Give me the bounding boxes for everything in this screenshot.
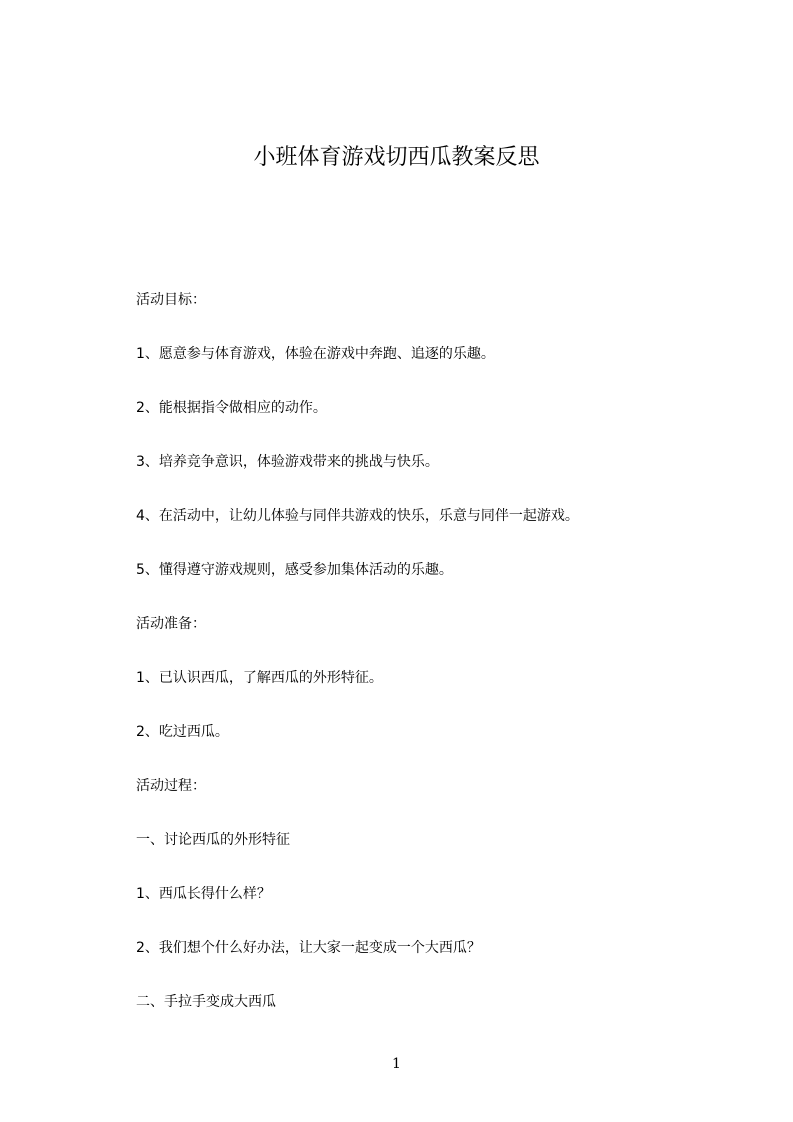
goal-item-1: 1、愿意参与体育游戏，体验在游戏中奔跑、追逐的乐趣。 — [136, 346, 495, 362]
process-step-1-item-1: 1、西瓜长得什么样？ — [136, 886, 271, 902]
process-step-1-item-2: 2、我们想个什么好办法，让大家一起变成一个大西瓜？ — [136, 940, 481, 956]
process-step-1-heading: 一、讨论西瓜的外形特征 — [136, 832, 290, 848]
section-heading-preparation: 活动准备： — [136, 616, 206, 632]
section-heading-goals: 活动目标： — [136, 292, 206, 308]
process-step-2-heading: 二、手拉手变成大西瓜 — [136, 994, 276, 1010]
goal-item-2: 2、能根据指令做相应的动作。 — [136, 400, 327, 416]
goal-item-4: 4、在活动中，让幼儿体验与同伴共游戏的快乐，乐意与同伴一起游戏。 — [136, 508, 579, 524]
goal-item-3: 3、培养竞争意识，体验游戏带来的挑战与快乐。 — [136, 454, 439, 470]
preparation-item-1: 1、已认识西瓜，了解西瓜的外形特征。 — [136, 670, 383, 686]
document-title: 小班体育游戏切西瓜教案反思 — [253, 145, 540, 170]
section-heading-process: 活动过程： — [136, 778, 206, 794]
preparation-item-2: 2、吃过西瓜。 — [136, 724, 229, 740]
page-number: 1 — [392, 1056, 401, 1072]
document-body — [136, 288, 696, 1044]
goal-item-5: 5、懂得遵守游戏规则，感受参加集体活动的乐趣。 — [136, 562, 453, 578]
